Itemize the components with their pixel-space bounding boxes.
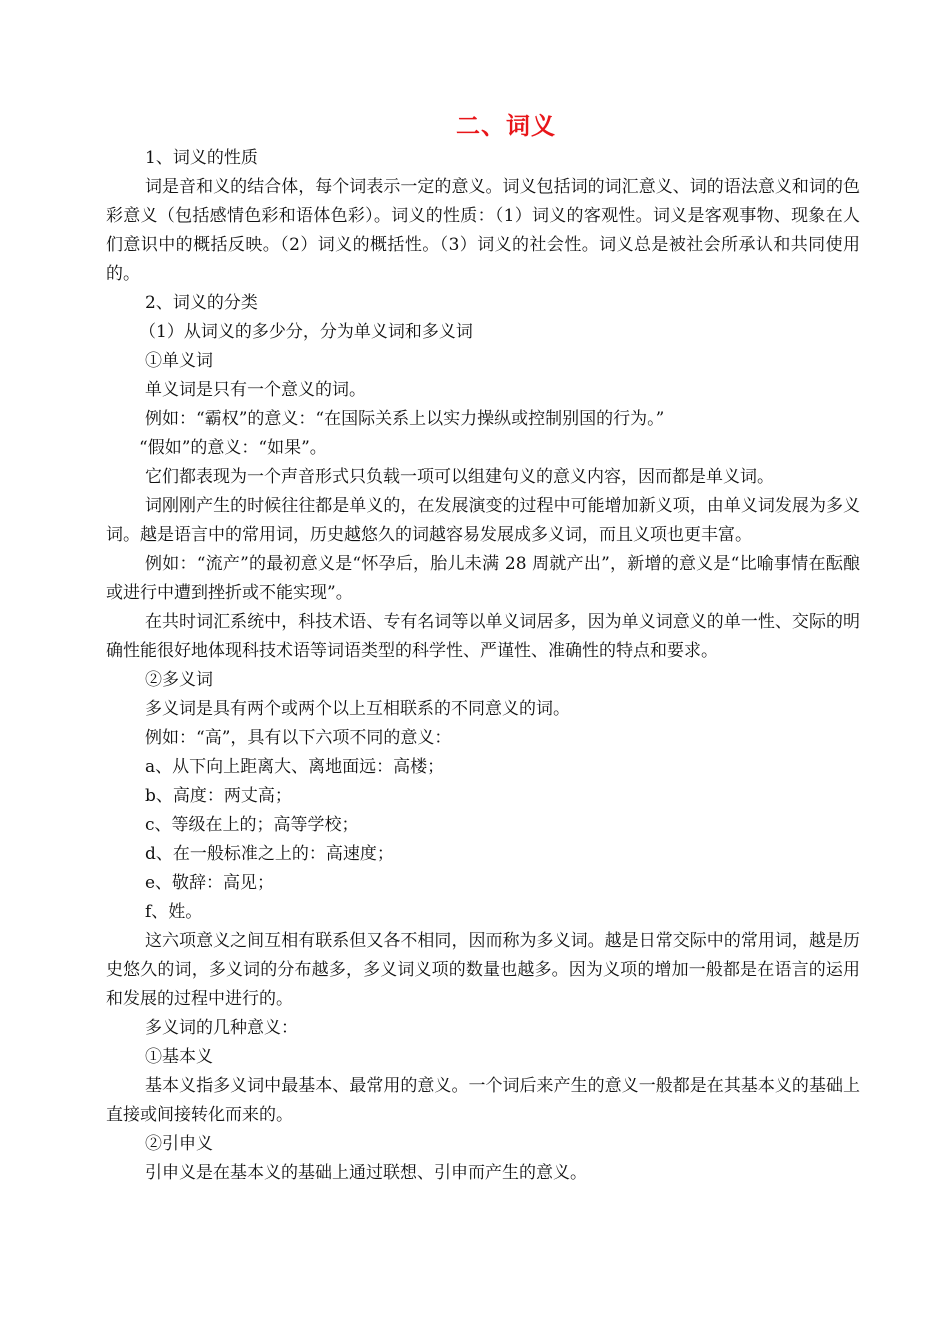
extended-meaning-definition: 引申义是在基本义的基础上通过联想、引申而产生的意义。 [145,1163,587,1183]
multi-meaning-paragraph: 这六项意义之间互相有联系但又各不相同，因而称为多义词。越是日常交际中的常用词，越是历史悠久的词，多义词的分布越多，多义词义项的数量也越多。因为义项的增加一般都是在语言的运用和发展的过程中进行的。 [106,931,860,1009]
subheading-extended-meaning: ②引申义 [145,1134,213,1154]
document-page [106,110,860,1188]
document-title: 二、词义 [456,112,556,140]
single-meaning-paragraph-3: 例如：“流产”的最初意义是“怀孕后，胎儿未满 28 周就产出”，新增的意义是“比喻事情在酝酿或进行中遭到挫折或不能实现”。 [106,554,860,603]
subheading-basic-meaning: ①基本义 [145,1047,213,1067]
single-meaning-paragraph-4: 在共时词汇系统中，科技术语、专有名词等以单义词居多，因为单义词意义的单一性、交际的明确性能很好地体现科技术语等词语类型的科学性、严谨性、准确性的特点和要求。 [106,612,860,661]
list-item: b、高度：两丈高； [145,786,292,806]
multi-meaning-definition: 多义词是具有两个或两个以上互相联系的不同意义的词。 [145,699,570,719]
list-item: d、在一般标准之上的：高速度； [145,844,394,864]
list-item: f、姓。 [145,902,203,922]
single-meaning-paragraph-2: 词刚刚产生的时候往往都是单义的，在发展演变的过程中可能增加新义项，由单义词发展为多义词。越是语言中的常用词，历史越悠久的词越容易发展成多义词，而且义项也更丰富。 [106,496,860,545]
paragraph-nature: 词是音和义的结合体，每个词表示一定的意义。词义包括词的词汇意义、词的语法意义和词的色彩意义（包括感情色彩和语体色彩）。词义的性质：（1）词义的客观性。词义是客观事物、现象在人们意识中的概括反映。（2）词义的概括性。（3）词义的社会性。词义总是被社会所承认和共同使用的。 [106,177,860,284]
subheading-multi-meaning: ②多义词 [145,670,213,690]
subheading-single-meaning: ①单义词 [145,351,213,371]
subsection-heading-count: （1）从词义的多少分，分为单义词和多义词 [139,322,473,342]
list-item: c、等级在上的；高等学校； [145,815,359,835]
section-heading-nature: 1、词义的性质 [145,148,258,168]
list-item: e、敬辞：高见； [145,873,275,893]
single-meaning-example-1: 例如：“霸权”的意义：“在国际关系上以实力操纵或控制别国的行为。” [145,409,665,429]
subheading-meaning-types: 多义词的几种意义： [145,1018,298,1038]
list-item: a、从下向上距离大、离地面远：高楼； [145,757,445,777]
single-meaning-example-2: “假如”的意义：“如果”。 [139,438,327,458]
basic-meaning-definition: 基本义指多义词中最基本、最常用的意义。一个词后来产生的意义一般都是在其基本义的基础上直接或间接转化而来的。 [106,1076,860,1125]
single-meaning-definition: 单义词是只有一个意义的词。 [145,380,366,400]
section-heading-classification: 2、词义的分类 [145,293,258,313]
multi-meaning-example: 例如：“高”，具有以下六项不同的意义： [145,728,452,748]
single-meaning-paragraph-1: 它们都表现为一个声音形式只负载一项可以组建句义的意义内容，因而都是单义词。 [145,467,774,487]
